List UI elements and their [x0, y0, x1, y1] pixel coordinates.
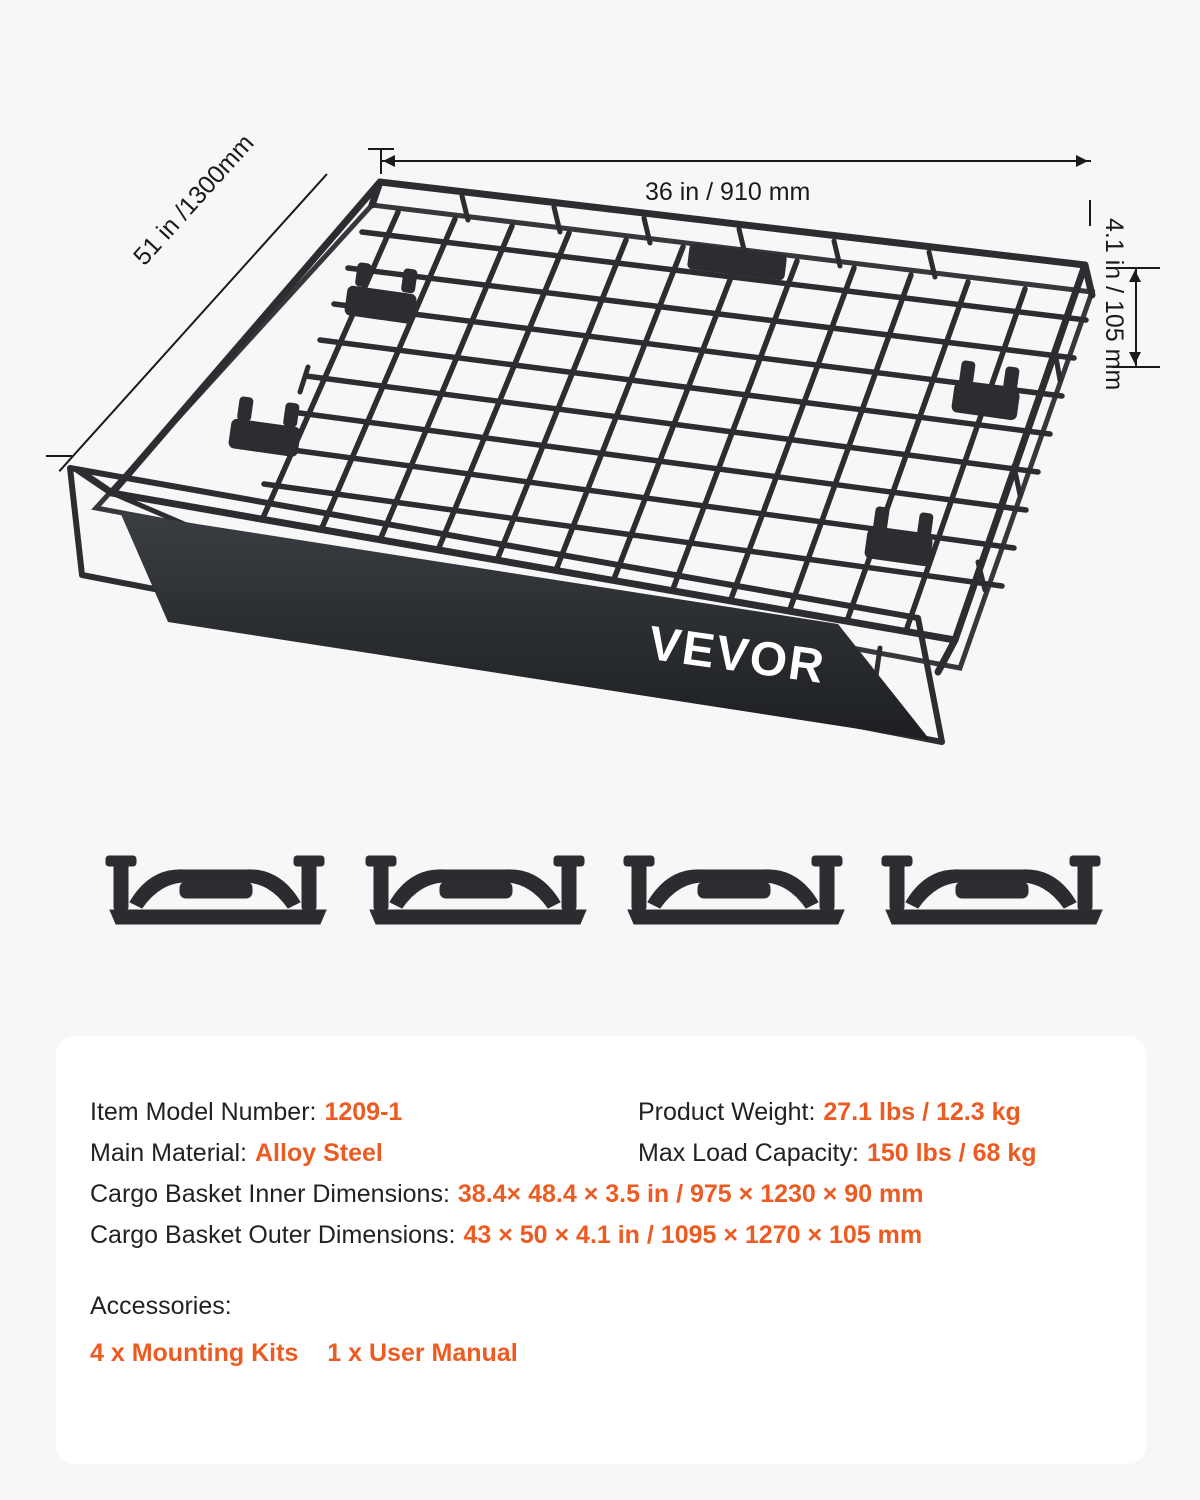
mounting-kit-icon — [624, 856, 844, 924]
accessories-values — [90, 1339, 1110, 1368]
spec-row — [90, 1098, 1110, 1127]
dimension-tick-top-left — [380, 148, 382, 174]
spec-label-material: Main Material: — [90, 1139, 247, 1167]
dimension-arrow-right-top — [1129, 270, 1141, 282]
specification-card — [56, 1036, 1146, 1464]
mounting-kit-icon — [106, 856, 326, 924]
dimension-label-width: 36 in / 910 mm — [645, 178, 811, 206]
spec-value-outer-dimensions: 43 × 50 × 4.1 in / 1095 × 1270 × 105 mm — [463, 1221, 923, 1249]
dimension-label-height: 4.1 in / 105 mm — [1100, 218, 1128, 391]
spec-label-model: Item Model Number: — [90, 1098, 317, 1126]
mounting-kit-icon — [366, 856, 586, 924]
mounting-kits-row — [0, 820, 1200, 960]
vevor-logo: VEVOR — [645, 616, 829, 695]
spec-item-model — [90, 1098, 638, 1127]
spec-value-material: Alloy Steel — [255, 1139, 383, 1167]
spec-value-load: 150 lbs / 68 kg — [866, 1139, 1037, 1167]
spec-label-weight: Product Weight: — [638, 1098, 816, 1126]
specification-grid — [90, 1098, 1110, 1368]
accessory-item-mounting-kits: 4 x Mounting Kits — [90, 1339, 299, 1367]
spec-value-weight: 27.1 lbs / 12.3 kg — [823, 1098, 1021, 1126]
dimension-tick-left-bottom — [46, 455, 72, 457]
dimension-tick-left-top — [368, 148, 394, 150]
spec-item-load — [638, 1139, 1037, 1168]
spec-item-outer-dimensions — [90, 1221, 1110, 1250]
spec-row — [90, 1139, 1110, 1168]
accessories-label: Accessories: — [90, 1292, 232, 1320]
spec-label-load: Max Load Capacity: — [638, 1139, 859, 1167]
accessory-item-user-manual: 1 x User Manual — [327, 1339, 518, 1367]
dimension-arrow-top-right — [1076, 155, 1088, 167]
spec-value-model: 1209-1 — [324, 1098, 403, 1126]
spec-label-inner-dimensions: Cargo Basket Inner Dimensions: — [90, 1180, 450, 1208]
dimension-arrow-right-bottom — [1129, 352, 1141, 364]
spec-value-inner-dimensions: 38.4× 48.4 × 3.5 in / 975 × 1230 × 90 mm — [457, 1180, 924, 1208]
spec-item-material — [90, 1139, 638, 1168]
dimension-tick-top-right — [1089, 200, 1091, 226]
mounting-kit-icon — [882, 856, 1102, 924]
dimension-line-top — [381, 160, 1091, 162]
dimension-arrow-top-left — [383, 155, 395, 167]
spec-item-inner-dimensions — [90, 1180, 1110, 1209]
dimension-label-length: 51 in /1300mm — [128, 129, 260, 271]
spec-label-outer-dimensions: Cargo Basket Outer Dimensions: — [90, 1221, 456, 1249]
spec-item-weight — [638, 1098, 1021, 1127]
